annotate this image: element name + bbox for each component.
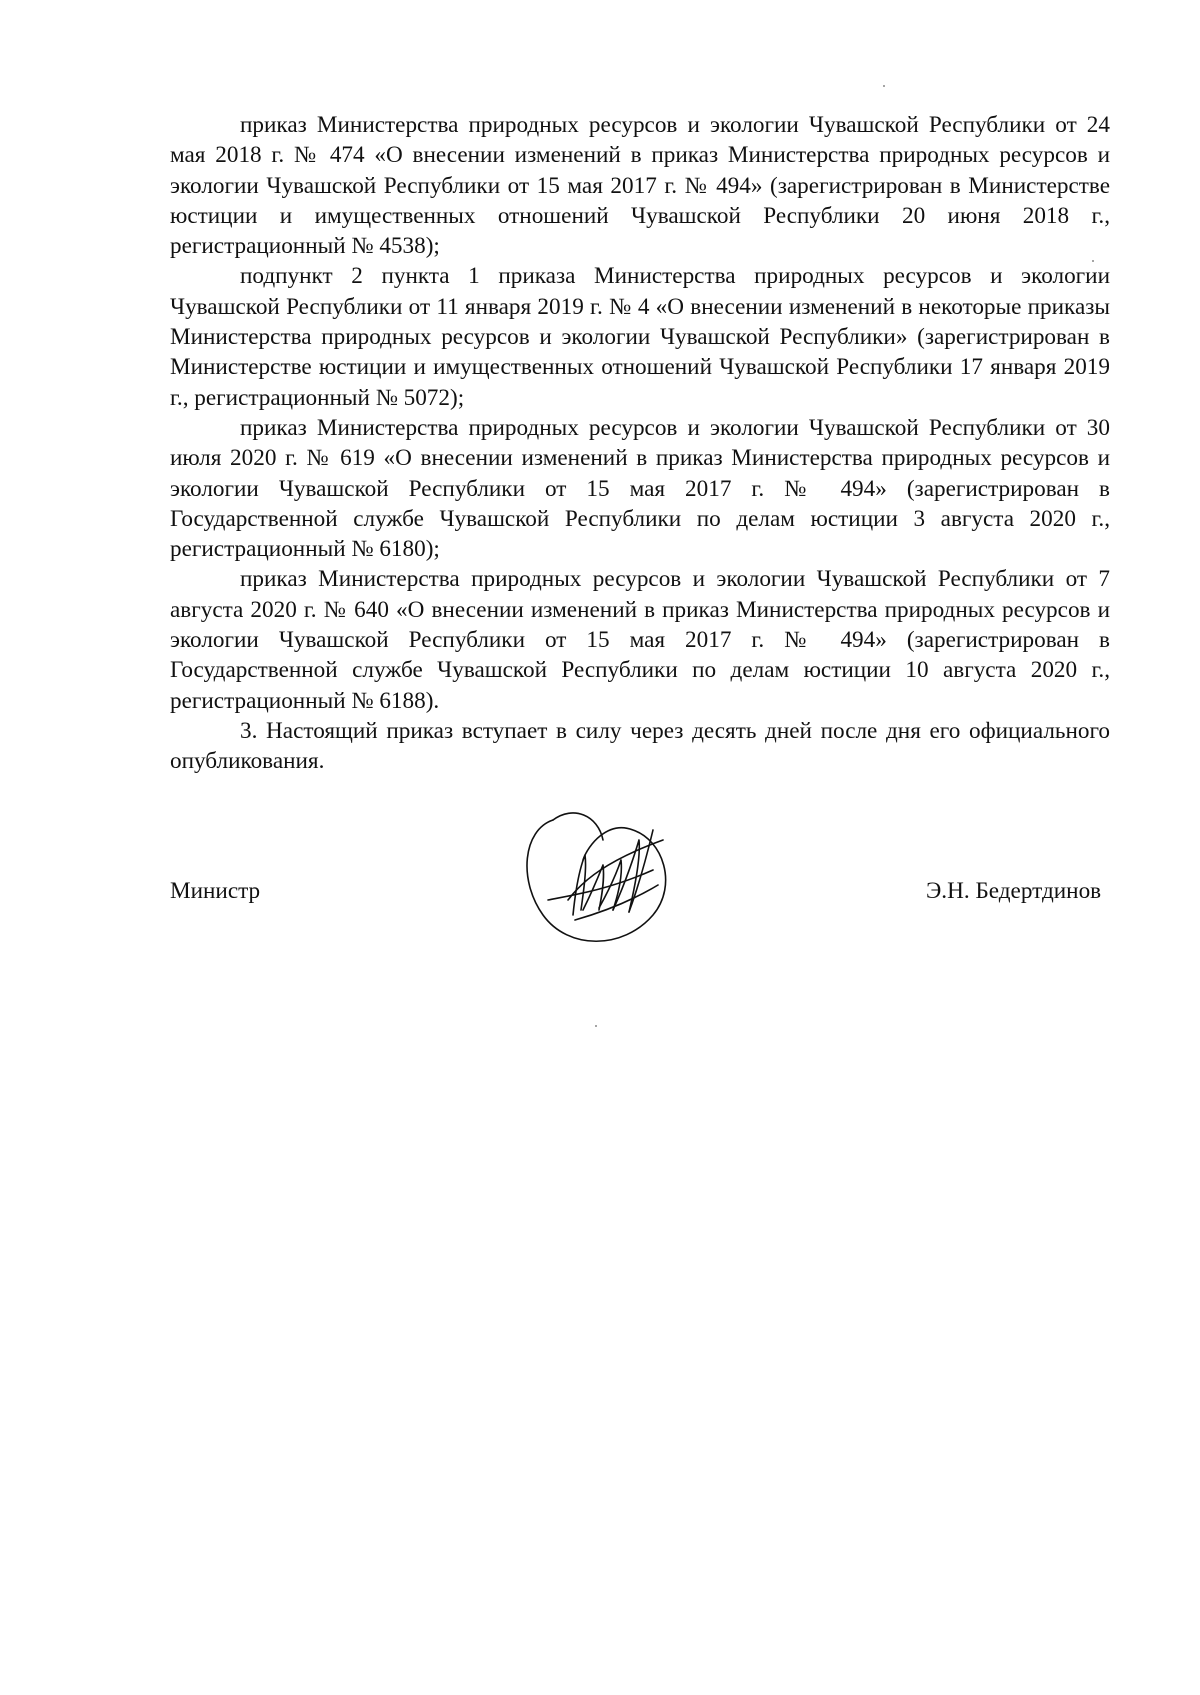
handwritten-signature [513,800,683,950]
signatory-title: Министр [170,878,261,904]
paragraph-order-640: приказ Министерства природных ресурсов и экологии Чувашской Республики от 7 августа 2020 г. № 640 «О внесении изменений в приказ Министерства природных ресурсов и экологии Чувашской Республики от 15 мая 2017 г. № 494» (зарегистрирован в Государственной службе Чувашской Республики по делам юстиции 10 августа 2020 г., регистрационный № 6188). [170,566,1110,714]
scan-speck [1092,260,1094,262]
paragraph-effective-date: 3. Настоящий приказ вступает в силу через десять дней после дня его официального опубликования. [170,717,1110,775]
document-body [170,110,1110,777]
scan-speck [883,85,885,87]
scan-speck [595,1025,597,1027]
paragraph-order-619: приказ Министерства природных ресурсов и экологии Чувашской Республики от 30 июля 2020 г. № 619 «О внесении изменений в приказ Министерства природных ресурсов и экологии Чувашской Республики от 15 мая 2017 г. № 494» (зарегистрирован в Государственной службе Чувашской Республики по делам юстиции 3 августа 2020 г., регистрационный № 6180); [170,414,1110,563]
signatory-name: Э.Н. Бедертдинов [926,878,1102,904]
paragraph-order-4: подпункт 2 пункта 1 приказа Министерства природных ресурсов и экологии Чувашской Республики от 11 января 2019 г. № 4 «О внесении изменений в некоторые приказы Министерства природных ресурсов и экологии Чувашской Республики» (зарегистрирован в Министерстве юстиции и имущественных отношений Чувашской Республики 17 января 2019 г., регистрационный № 5072); [170,263,1110,411]
paragraph-order-474: приказ Министерства природных ресурсов и экологии Чувашской Республики от 24 мая 2018 г. № 474 «О внесении изменений в приказ Министерства природных ресурсов и экологии Чувашской Республики от 15 мая 2017 г. № 494» (зарегистрирован в Министерстве юстиции и имущественных отношений Чувашской Республики 20 июня 2018 г., регистрационный № 4538); [170,112,1110,260]
